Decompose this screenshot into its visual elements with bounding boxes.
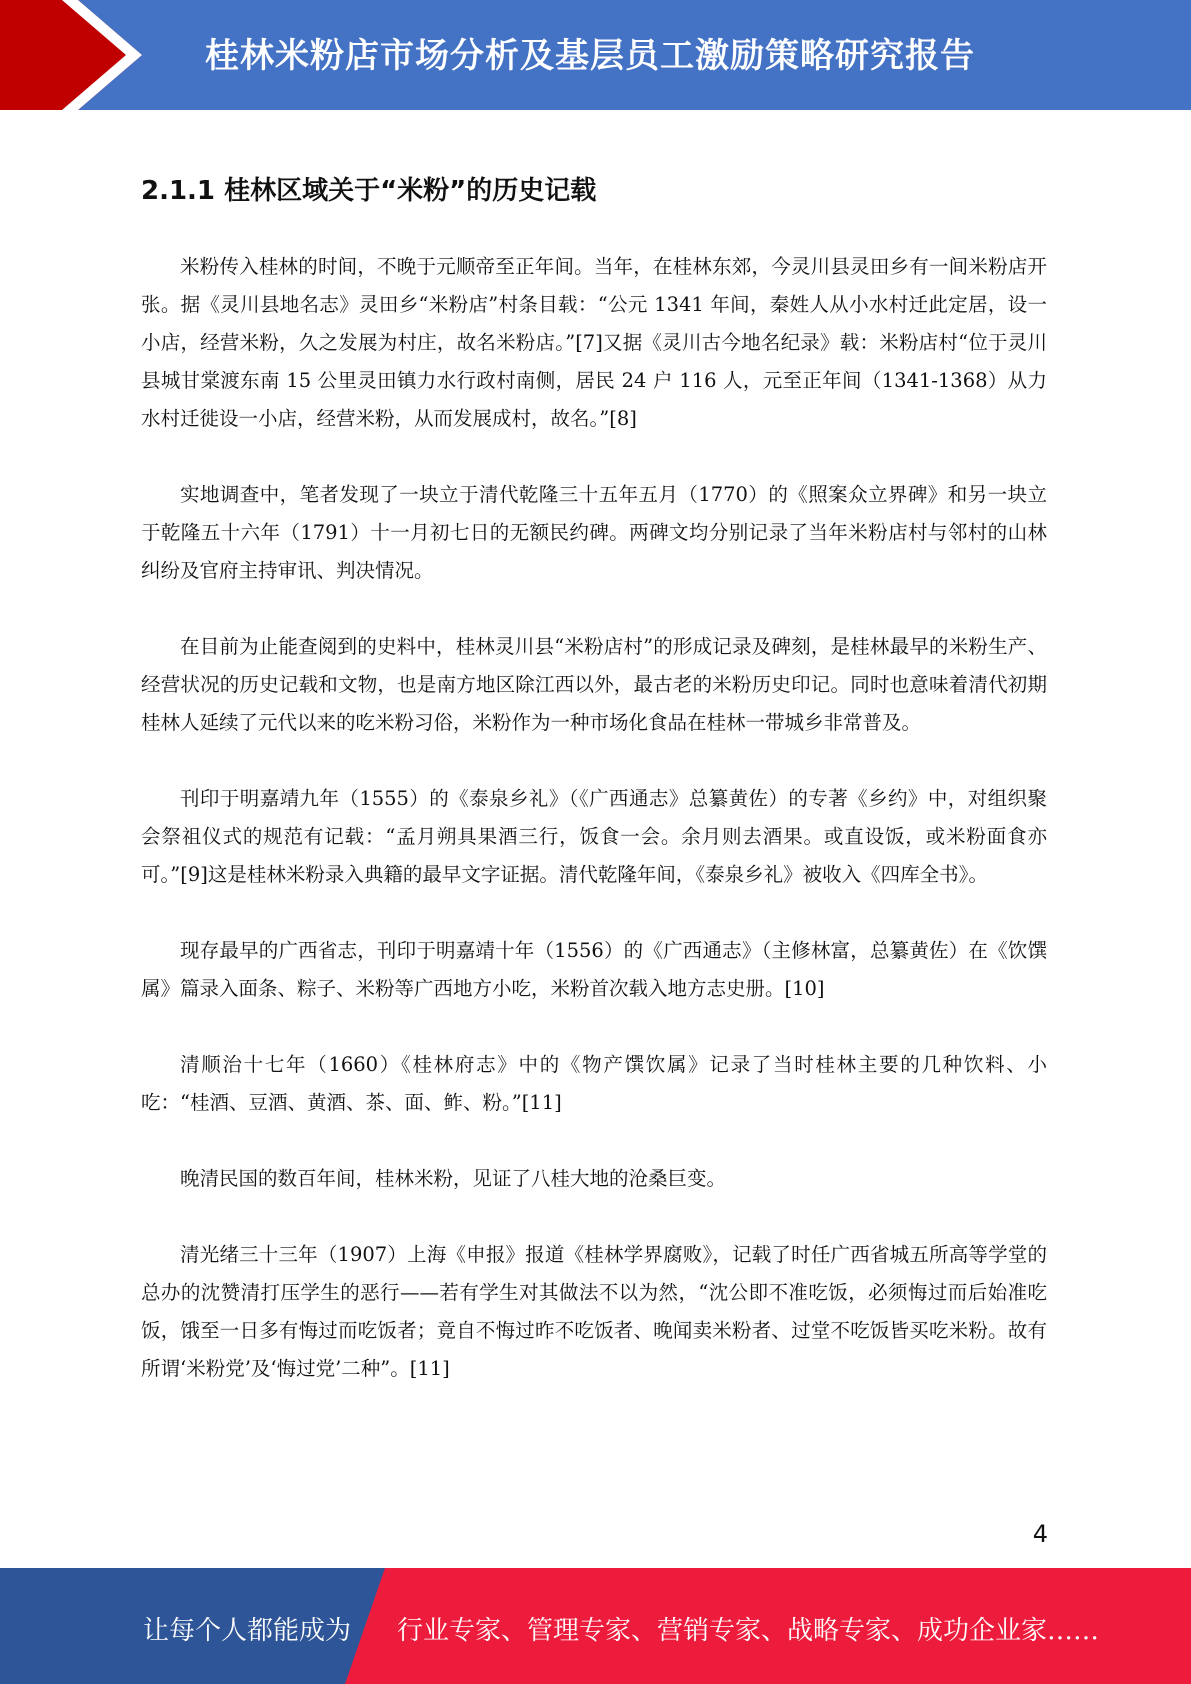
header-banner xyxy=(0,0,1191,110)
footer-slogan-left: 让每个人都能成为 xyxy=(143,1616,352,1646)
page-number: 4 xyxy=(1032,1520,1048,1548)
paragraph: 实地调查中，笔者发现了一块立于清代乾隆三十五年五月（1770）的《照案众立界碑》和另一块立于乾隆五十六年（1791）十一月初七日的无额民约碑。两碑文均分别记录了当年米粉店村与邻村的山林纠纷及官府主持审讯、判决情况。 xyxy=(141,483,1047,582)
header-title: 桂林米粉店市场分析及基层员工激励策略研究报告 xyxy=(205,36,975,76)
footer-slogan-right: 行业专家、管理专家、营销专家、战略专家、成功企业家…… xyxy=(397,1616,1100,1646)
paragraph: 刊印于明嘉靖九年（1555）的《泰泉乡礼》（《广西通志》总纂黄佐）的专著《乡约》中，对组织聚会祭祖仪式的规范有记载：“孟月朔具果酒三行，饭食一会。余月则去酒果。或直设饭，或米粉面食亦可。”[9]这是桂林米粉录入典籍的最早文字证据。清代乾隆年间，《泰泉乡礼》被收入《四库全书》。 xyxy=(141,787,1047,886)
paragraph: 清光绪三十三年（1907）上海《申报》报道《桂林学界腐败》，记载了时任广西省城五所高等学堂的总办的沈赞清打压学生的恶行——若有学生对其做法不以为然，“沈公即不准吃饭，必须悔过而后始准吃饭，饿至一日多有悔过而吃饭者；竟自不悔过昨不吃饭者、晚闻卖米粉者、过堂不吃饭皆买吃米粉。故有所谓‘米粉党’及‘悔过党’二种”。[11] xyxy=(141,1243,1047,1380)
paragraph: 清顺治十七年（1660）《桂林府志》中的《物产馔饮属》记录了当时桂林主要的几种饮料、小吃：“桂酒、豆酒、黄酒、茶、面、鲊、粉。”[11] xyxy=(141,1053,1047,1114)
paragraph: 在目前为止能查阅到的史料中，桂林灵川县“米粉店村”的形成记录及碑刻，是桂林最早的米粉生产、经营状况的历史记载和文物，也是南方地区除江西以外，最古老的米粉历史印记。同时也意味着清代初期桂林人延续了元代以来的吃米粉习俗，米粉作为一种市场化食品在桂林一带城乡非常普及。 xyxy=(141,635,1047,734)
paragraph: 现存最早的广西省志，刊印于明嘉靖十年（1556）的《广西通志》（主修林富，总纂黄佐）在《饮馔属》篇录入面条、粽子、米粉等广西地方小吃，米粉首次载入地方志史册。[10] xyxy=(141,939,1047,1000)
paragraph: 晚清民国的数百年间，桂林米粉，见证了八桂大地的沧桑巨变。 xyxy=(180,1167,727,1190)
footer-banner xyxy=(0,1568,1191,1684)
paragraph: 米粉传入桂林的时间，不晚于元顺帝至正年间。当年，在桂林东郊，今灵川县灵田乡有一间米粉店开张。据《灵川县地名志》灵田乡“米粉店”村条目载：“公元 1341 年间，秦姓人从小水村迁此定居，设一小店，经营米粉，久之发展为村庄，故名米粉店。”[7]又据《灵川古今地名纪录》载：米粉店村“位于灵川县城甘棠渡东南 15 公里灵田镇力水行政村南侧，居民 24 户 116 人，元至正年间（1341-1368）从力水村迁徙设一小店，经营米粉，从而发展成村，故名。”[8] xyxy=(141,255,1047,430)
document-body xyxy=(141,248,1047,1426)
section-heading: 2.1.1 桂林区域关于“米粉”的历史记载 xyxy=(141,176,597,206)
header-chevron-graphic xyxy=(0,0,160,110)
